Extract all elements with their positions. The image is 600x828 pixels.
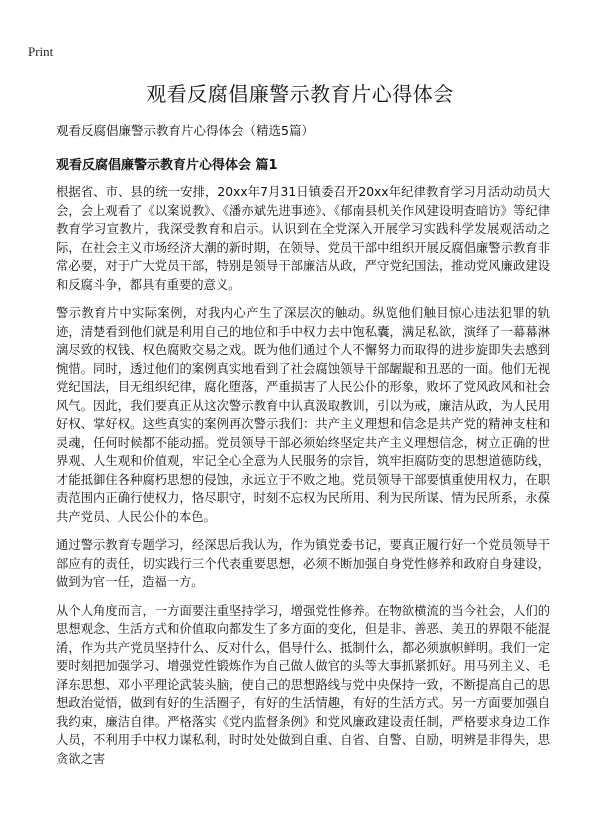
page-title: 观看反腐倡廉警示教育片心得体会 [146,82,454,106]
paragraph-4: 从个人角度而言，一方面要注重坚持学习，增强党性修养。在物欲横流的当今社会，人们的思想观念、生活方式和价值取向都发生了多方面的变化，但是非、善恶、美丑的界限不能混淆，作为共产党员坚持什么、反对什么，倡导什么、抵制什么，都必须旗帜鲜明。我们一定要时刻把加强学习、增强党性锻炼作为自己做人做官的头等大事抓紧抓好。用马列主义、毛泽东思想、邓小平理论武装头脑，使自己的思想路线与党中央保持一致，不断提高自己的思想政治觉悟，做到有好的生活圈子，有好的生活情趣，有好的生活方式。另一方面要加强自我约束，廉洁自律。严格落实《党内监督条例》和党风廉政建设责任制，严格要求身边工作人员，不利用手中权力谋私利，时时处处做到自重、自省、自警、自励，明辨是非得失，思贪欲之害 [56,603,550,766]
section-heading: 观看反腐倡廉警示教育片心得体会 篇1 [56,158,278,173]
paragraph-1: 根据省、市、县的统一安排，20xx年7月31日镇委召开20xx年纪律教育学习月活动动员大会，会上观看了《以案说教》、《潘亦斌先进事迹》、《郁南县机关作风建设明查暗访》等纪律教育学习宣教片，我深受教育和启示。认识到在全党深入开展学习实践科学发展观活动之际，在社会主义市场经济大潮的新时期，在领导、党员干部中组织开展反腐倡廉警示教育非常必要，对于广大党员干部，特别是领导干部廉洁从政，严守党纪国法，推动党风廉政建设和反腐斗争，都具有重要的意义。 [56,185,550,292]
article-body [56,183,550,778]
document-subtitle: 观看反腐倡廉警示教育片心得体会（精选5篇） [56,123,314,138]
paragraph-2: 警示教育片中实际案例，对我内心产生了深层次的触动。纵览他们触目惊心违法犯罪的轨迹，清楚看到他们就是利用自己的地位和手中权力去中饱私囊，满足私欲，演绎了一幕幕淋漓尽致的权钱、权色腐败交易之戏。既为他们通过个人不懈努力而取得的进步旋即失去感到惋惜。同时，透过他们的案例真实地看到了社会腐蚀领导干部龌龊和丑恶的一面。他们无视党纪国法，目无组织纪律，腐化堕落，严重损害了人民公仆的形象，败坏了党风政风和社会风气。因此，我们要真正从这次警示教育中认真汲取教训，引以为戒，廉洁从政，为人民用好权、掌好权。这些真实的案例再次警示我们：共产主义理想和信念是共产党的精神支柱和灵魂，任何时候都不能动摇。党员领导干部必须始终坚定共产主义理想信念，树立正确的世界观、人生观和价值观，牢记全心全意为人民服务的宗旨，筑牢拒腐防变的思想道德防线，才能抵御住各种腐朽思想的侵蚀，永远立于不败之地。党员领导干部要慎重使用权力，在职责范围内正确行使权力，恪尽职守，时刻不忘权为民所用、利为民所谋、情为民所系，永葆共产党员、人民公仆的本色。 [56,306,550,524]
print-link[interactable]: Print [28,44,54,59]
paragraph-3: 通过警示教育专题学习，经深思后我认为，作为镇党委书记，要真正履行好一个党员领导干部应有的责任，切实践行三个代表重要思想，必须不断加强自身党性修养和政府自身建设，做到为官一任，造福一方。 [56,538,550,589]
